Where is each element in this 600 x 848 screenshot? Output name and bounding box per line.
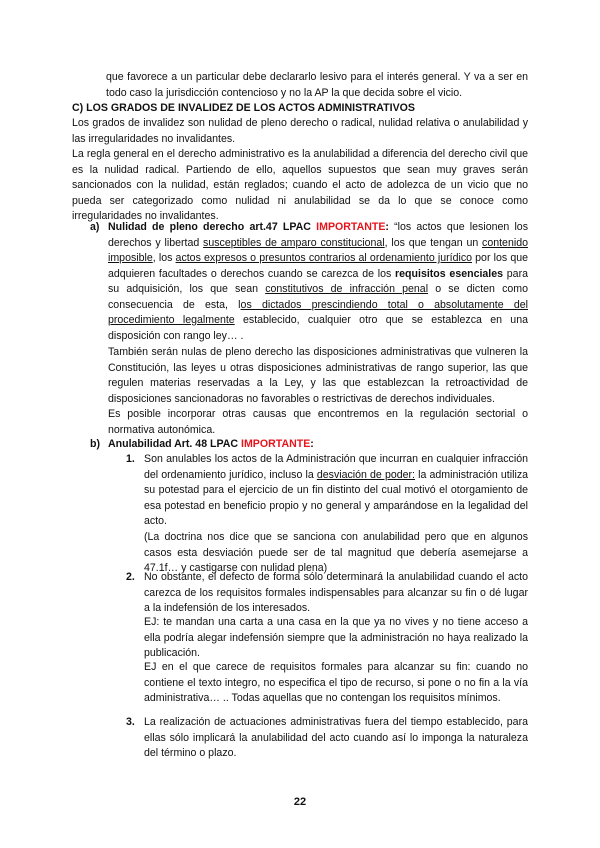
item-b-sub2-example-1: EJ: te mandan una carta a una casa en la que ya no vives y no tiene acceso a ella podría alegar indefensión siempre que la administración no haya realizado la publicación. (144, 616, 528, 659)
item-a-text-6: o se dicten como consecuencia de esta, l (108, 283, 529, 311)
item-b-sub3-number: 3. (126, 716, 135, 728)
item-b-marker: b) (90, 438, 100, 450)
item-b-sub3-paragraph: La realización de actuaciones administrativas fuera del tiempo establecido, para ellas sólo implicará la anulabilidad del acto cuando así lo imponga la naturaleza del término o plazo. (144, 716, 528, 759)
item-b-colon: : (310, 438, 314, 450)
item-b-heading: Anulabilidad Art. 48 LPAC (108, 438, 239, 450)
item-a-underline-3: actos expresos o presuntos contrarios al ordenamiento jurídico (175, 252, 473, 264)
item-a-heading: Nulidad de pleno derecho art.47 LPAC (108, 221, 311, 233)
item-a-text-7: establecido, cualquier otro que se establezca en una disposición con rango ley… . (108, 314, 528, 342)
item-a-text-4: por los que adquieren facultades o derechos cuando se carezca de los (108, 252, 528, 280)
section-paragraph-1: Los grados de invalidez son nulidad de pleno derecho o radical, nulidad relativa o anulabilidad y las irregularidades no invalidantes. (72, 117, 528, 145)
item-a-underline-1: susceptibles de amparo constitucional (203, 236, 385, 249)
item-b-heading-line (108, 437, 528, 453)
page-number: 22 (293, 796, 307, 808)
item-b-sub1-note: (La doctrina nos dice que se sanciona con anulabilidad pero que en algunos casos esta desviación puede ser de tal magnitud que debería asemejarse a 47.1f… y castigarse con nulidad plena) (144, 531, 528, 574)
intro-continuation: que favorece a un particular debe declararlo lesivo para el interés general. Y va a ser en todo caso la jurisdicción contencioso y no la AP la que decida sobre el vicio. (106, 71, 528, 99)
item-b-sub1-paragraph (144, 452, 528, 530)
section-paragraph-2: La regla general en el derecho administrativo es la anulabilidad a diferencia del derecho civil que es la nulidad radical. Partiendo de ello, aquellos supuestos que sean muy graves serán sancionados con la nulidad, están reglados; cuando el acto de adolezca de un vicio que no pueda ser categorizado como nulidad ni anulabilidad se da lo que se conoce como irregularidades no invalidantes. (72, 148, 528, 222)
item-a-paragraph-1 (108, 220, 528, 344)
item-a-underline-4: constitutivos de infracción penal (265, 283, 429, 295)
item-a-colon: : (385, 221, 389, 233)
item-b-sub2-paragraph: No obstante, el defecto de forma sólo determinará la anulabilidad cuando el acto carezca de los requisitos formales indispensables para alcanzar su fin o dé lugar a la indefensión de los interesados. (144, 571, 528, 614)
item-a-underline-5: os dictados prescindiendo total o absolutamente del procedimiento legalmente (108, 298, 528, 326)
item-b-sub1-underline: desviación de poder: (316, 468, 415, 481)
item-a-underline-2: contenido imposible (108, 236, 528, 264)
item-b-sub1-text-1: Son anulables los actos de la Administración que incurran en cualquier infracción del ordenamiento jurídico, incluso la (144, 453, 528, 481)
section-title: C) LOS GRADOS DE INVALIDEZ DE LOS ACTOS ADMINISTRATIVOS (72, 102, 415, 114)
item-a-text-3: , los (152, 252, 176, 264)
item-a-paragraph-2: También serán nulas de pleno derecho las disposiciones administrativas que vulneren la Constitución, las leyes u otras disposiciones administrativas de rango superior, las que regulen materias reservadas a la Ley, y las que establezcan la retroactividad de disposiciones sancionadoras no favorables o restrictivas de derechos individuales. (108, 346, 528, 405)
item-a-text-2: , los que tengan un (384, 236, 483, 249)
item-a-text-1: “los actos que lesionen los derechos y libertad (108, 221, 528, 249)
item-a-paragraph-3: Es posible incorporar otras causas que encontremos en la regulación sectorial o normativa autonómica. (108, 408, 528, 436)
item-a-marker: a) (90, 221, 100, 233)
item-a-text-5: para su adquisición, los que sean (108, 267, 528, 295)
item-b-sub2-number: 2. (126, 571, 135, 583)
item-a-important-tag: IMPORTANTE (316, 221, 386, 233)
item-b-sub2-example-2: EJ en el que carece de requisitos formales para alcanzar su fin: cuando no contiene el texto integro, no especifica el tipo de recurso, si pone o no fin a la vía administrativa… .. Todas aquellas que no contengan los requisitos mínimos. (144, 661, 528, 704)
item-b-sub1-text-2: la administración utiliza su potestad para el ejercicio de un fin distinto del cual motivó el otorgamiento de esa potestad en beneficio propio y no general y amparándose en la legalidad del acto. (144, 468, 529, 527)
item-a-bold-1: requisitos esenciales (395, 267, 504, 280)
item-b-sub1-number: 1. (126, 453, 135, 465)
item-b-important-tag: IMPORTANTE (241, 438, 311, 450)
